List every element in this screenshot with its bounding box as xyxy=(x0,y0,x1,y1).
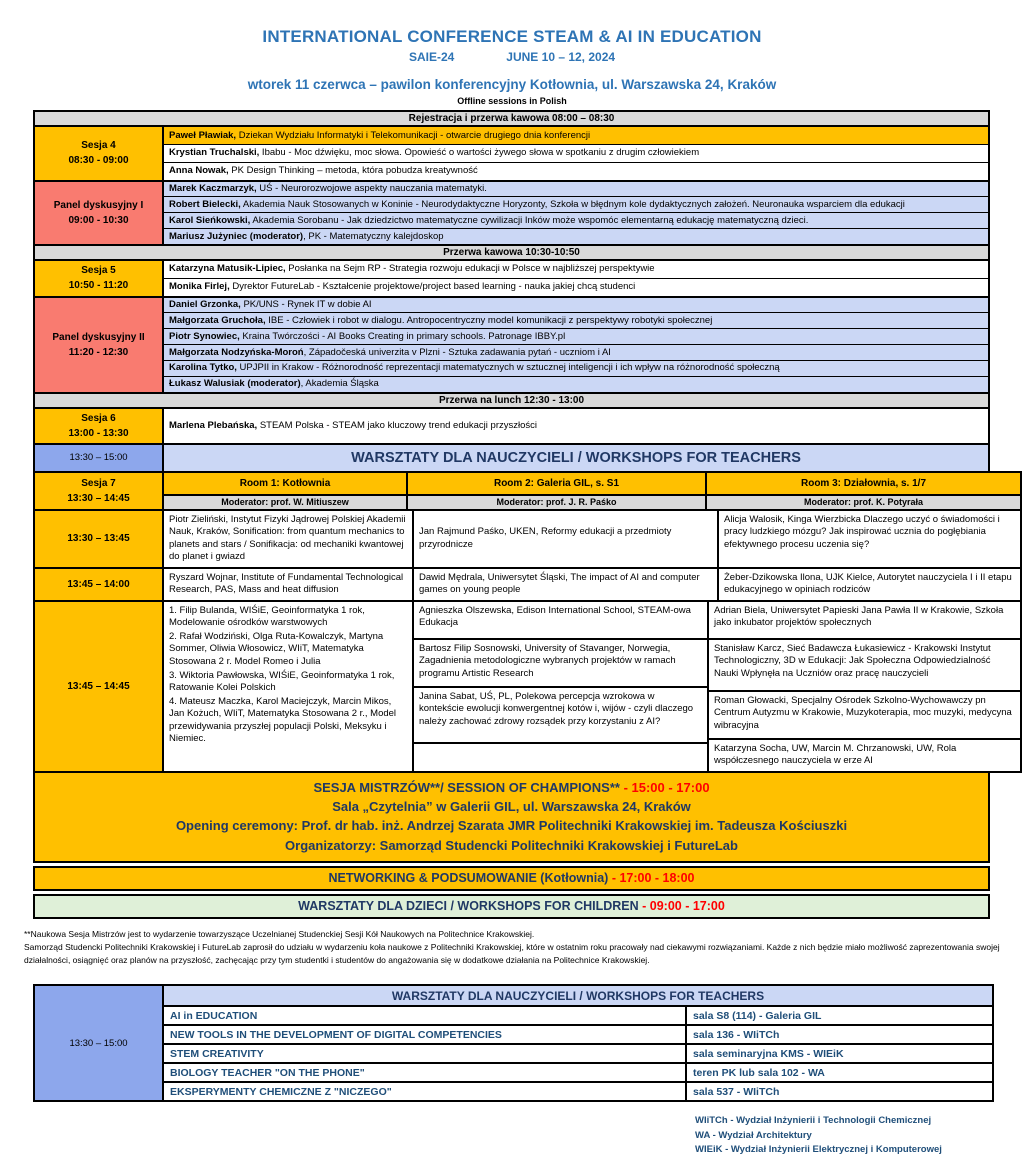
session-name: Sesja 4 xyxy=(81,140,116,152)
talk-description: Dyrektor FutureLab - Kształcenie projektowe/project based learning - nauka jakiej chcą studenci xyxy=(229,281,636,293)
workshops-banner-time: 13:30 – 15:00 xyxy=(35,445,164,471)
slot2-block xyxy=(33,567,1022,602)
workshops-banner-row xyxy=(33,443,990,473)
speaker-name: Paweł Pławiak, xyxy=(169,129,237,141)
sesja7-label-cell xyxy=(35,473,164,509)
teacher-workshops-time: 13:30 – 15:00 xyxy=(35,986,164,1100)
legend-entry: WIiTCh - Wydział Inżynierii i Technologii Chemicznej xyxy=(695,1115,932,1127)
slot2-cells xyxy=(164,569,1020,600)
sesja5-rows xyxy=(164,261,988,296)
slot3-block xyxy=(33,600,1022,773)
session-time: 08:30 - 09:00 xyxy=(68,155,129,167)
speaker-name: Krystian Truchalski, xyxy=(169,147,260,159)
champions-title-line xyxy=(35,778,988,797)
speaker-name: Małgorzata Nodzyńska-Moroń xyxy=(169,346,304,358)
talk-row xyxy=(164,279,988,296)
slot3-cells xyxy=(164,602,1020,771)
workshop-row xyxy=(164,1083,992,1100)
teacher-workshops-title: WARSZTATY DLA NAUCZYCIELI / WORKSHOPS FOR TEACHERS xyxy=(164,986,992,1007)
champions-session-block xyxy=(33,771,990,863)
workshop-location: sala seminaryjna KMS - WIEiK xyxy=(685,1045,992,1062)
sesja6-label-cell xyxy=(35,409,164,443)
sesja4-block xyxy=(33,125,990,182)
sesja7-grid xyxy=(33,471,1022,773)
slot3-time-cell: 13:45 – 14:45 xyxy=(35,602,164,771)
conference-title: INTERNATIONAL CONFERENCE STEAM & AI IN EDUCATION xyxy=(262,27,762,46)
talk-description: UPJPII in Krakow - Różnorodność reprezentacji matematycznych w sztucznej inteligencji i ich wpływ na różnorodność społeczną xyxy=(236,362,780,374)
sesja4-label-cell xyxy=(35,127,164,180)
talk-description: STEAM Polska - STEAM jako kluczowy trend edukacji przyszłości xyxy=(257,419,537,431)
workshop-location: sala S8 (114) - Galeria GIL xyxy=(685,1007,992,1024)
speaker-name: Monika Firlej, xyxy=(169,281,230,293)
children-workshops-row xyxy=(33,894,990,919)
session-name: Sesja 6 xyxy=(81,412,116,424)
empty-cell xyxy=(414,744,707,771)
conference-dates: JUNE 10 – 12, 2024 xyxy=(506,50,616,64)
talk-description: Dziekan Wydziału Informatyki i Telekomunikacji - otwarcie drugiego dnia konferencji xyxy=(236,129,591,141)
talk-description: PK/UNS - Rynek IT w dobie AI xyxy=(240,299,372,311)
panel1-block xyxy=(33,180,990,246)
panel2-block xyxy=(33,296,990,394)
slot1-cells xyxy=(164,511,1020,567)
footnote xyxy=(24,928,1002,968)
session-name: Panel dyskusyjny I xyxy=(53,199,144,211)
talk-row xyxy=(164,229,988,244)
room3-header: Room 3: Działownia, s. 1/7 xyxy=(705,473,1020,494)
slot3-room2-talks xyxy=(412,602,707,771)
workshop-name: NEW TOOLS IN THE DEVELOPMENT OF DIGITAL COMPETENCIES xyxy=(170,1028,502,1041)
session-time: 10:50 - 11:20 xyxy=(68,280,129,292)
session-time: 09:00 - 10:30 xyxy=(68,214,129,226)
talk-row xyxy=(164,163,988,180)
slot3-room3-talks xyxy=(707,602,1020,771)
legend-entry: WIEiK - Wydział Inżynierii Elektrycznej i Komputerowej xyxy=(695,1143,942,1155)
workshop-row xyxy=(164,1007,992,1026)
sesja6-block xyxy=(33,407,990,445)
room2-header: Room 2: Galeria GIL, s. S1 xyxy=(406,473,705,494)
children-workshops-time: - 09:00 - 17:00 xyxy=(638,899,725,914)
sesja7-header-block xyxy=(33,471,1022,511)
slot3-room1-talks xyxy=(164,602,412,771)
workshop-name: BIOLOGY TEACHER "ON THE PHONE" xyxy=(170,1066,365,1079)
talk-row xyxy=(164,197,988,213)
room2-moderator: Moderator: prof. J. R. Paśko xyxy=(406,494,705,509)
workshop-name: STEM CREATIVITY xyxy=(170,1047,264,1060)
speaker-name: Łukasz Walusiak (moderator) xyxy=(169,378,301,390)
workshop-row xyxy=(164,1045,992,1064)
speaker-name: Karolina Tytko, xyxy=(169,362,237,374)
talk-row xyxy=(164,298,988,314)
workshop-name: AI in EDUCATION xyxy=(170,1009,258,1022)
workshop-location: teren PK lub sala 102 - WA xyxy=(685,1064,992,1081)
talk-cell: Agnieszka Olszewska, Edison International School, STEAM-owa Edukacja xyxy=(414,602,707,640)
champions-organizers-line: Organizatorzy: Samorząd Studencki Politechniki Krakowskiej i FutureLab xyxy=(285,837,738,853)
talk-description: IBE - Człowiek i robot w dialogu. Antropocentryczny model komunikacji z perspektywy robotyki społecznej xyxy=(265,314,713,326)
workshops-banner-title: WARSZTATY DLA NAUCZYCIELI / WORKSHOPS FOR TEACHERS xyxy=(164,445,988,471)
sesja6-rows xyxy=(164,409,988,443)
talk-description: Posłanka na Sejm RP - Strategia rozwoju edukacji w Polsce w najbliższej perspektywie xyxy=(285,263,655,275)
legend-entry: WA - Wydział Architektury xyxy=(695,1129,812,1141)
speaker-name: Daniel Grzonka, xyxy=(169,299,241,311)
champions-title: SESJA MISTRZÓW**/ SESSION OF CHAMPIONS** xyxy=(313,779,620,795)
speaker-name: Mariusz Jużyniec (moderator) xyxy=(169,230,304,242)
slot1-room2-talk: Jan Rajmund Paśko, UKEN, Reformy edukacji a przedmioty przyrodnicze xyxy=(412,511,717,567)
speaker-name: Anna Nowak, xyxy=(169,165,229,177)
speaker-name: Robert Bielecki, xyxy=(169,198,241,210)
session-time: 13:30 – 14:45 xyxy=(67,492,130,504)
children-workshops-label: WARSZTATY DLA DZIECI / WORKSHOPS FOR CHILDREN xyxy=(298,899,639,914)
session-name: Sesja 5 xyxy=(81,265,116,277)
session-name: Panel dyskusyjny II xyxy=(52,331,145,343)
teacher-workshops-rows xyxy=(164,986,992,1100)
sesja5-block xyxy=(33,259,990,298)
speaker-name: Marlena Plebańska, xyxy=(169,419,258,431)
panel2-rows xyxy=(164,298,988,392)
student-project-item: 1. Filip Bulanda, WIŚiE, Geoinformatyka 1 rok, Modelowanie ośrodków warstwowych xyxy=(169,604,365,629)
networking-time: - 17:00 - 18:00 xyxy=(608,871,695,886)
champions-time: - 15:00 - 17:00 xyxy=(619,779,710,795)
day-location-line: wtorek 11 czerwca – pawilon konferencyjny Kotłownia, ul. Warszawska 24, Kraków xyxy=(247,77,777,92)
session-time: 11:20 - 12:30 xyxy=(68,346,129,358)
speaker-name: Piotr Synowiec, xyxy=(169,330,240,342)
slot2-room3-talk: Żeber-Dzikowska Ilona, UJK Kielce, Autorytet nauczyciela I i II etapu edukacyjnego w opiniach rodziców xyxy=(717,569,1020,600)
talk-row xyxy=(164,313,988,329)
workshop-name: EKSPERYMENTY CHEMICZNE Z "NICZEGO" xyxy=(170,1085,392,1098)
talk-description: , Akademia Śląska xyxy=(300,378,379,390)
talk-description: , PK - Matematyczny kalejdoskop xyxy=(303,230,444,242)
talk-description: Akademia Nauk Stosowanych w Koninie - Neurodydaktyczne Horyzonty, Szkoła w błędnym kole dydaktycznych założeń. Neuronauka wsparciem dla edukacji xyxy=(240,198,905,210)
talk-row xyxy=(164,345,988,361)
slot1-time-cell: 13:30 – 13:45 xyxy=(35,511,164,567)
networking-label: NETWORKING & PODSUMOWANIE (Kotłownia) xyxy=(328,871,609,886)
talk-row xyxy=(164,261,988,279)
session-name: Sesja 7 xyxy=(81,477,116,489)
slot1-room3-talk: Alicja Walosik, Kinga Wierzbicka Dlaczego uczyć o świadomości i pracy ludzkiego mózgu? Jak inspirować ucznia do pogłębiania efektywnego procesu uczenia się? xyxy=(717,511,1020,567)
slot1-block xyxy=(33,509,1022,569)
talk-description: PK Design Thinking – metoda, która pobudza kreatywność xyxy=(228,165,478,177)
speaker-name: Marek Kaczmarzyk, xyxy=(169,183,257,195)
speaker-name: Małgorzata Gruchoła, xyxy=(169,314,266,326)
speaker-name: Karol Sieńkowski, xyxy=(169,214,251,226)
champions-ceremony-line: Opening ceremony: Prof. dr hab. inż. Andrzej Szarata JMR Politechniki Krakowskiej im. Tadeusza Kościuszki xyxy=(175,818,848,834)
networking-row xyxy=(33,866,990,891)
talk-row xyxy=(164,182,988,198)
student-project-item: 3. Wiktoria Pawłowska, WIŚiE, Geoinformatyka 1 rok, Ratowanie Kolei Polskich xyxy=(169,669,395,694)
talk-cell: Stanisław Karcz, Sieć Badawcza Łukasiewicz - Krakowski Instytut Technologiczny, 3D w Edukacji: Jak Społeczna Odpowiedzialność Nauki Wpłynęła na Uczniów oraz pracę nauczycieli xyxy=(709,640,1020,692)
registration-break-row: Rejestracja i przerwa kawowa 08:00 – 08:30 xyxy=(33,110,990,127)
talk-row xyxy=(164,145,988,163)
champions-venue-line: Sala „Czytelnia” w Galerii GIL, ul. Warszawska 24, Kraków xyxy=(332,799,691,815)
talk-row xyxy=(164,377,988,392)
room1-header: Room 1: Kotłownia xyxy=(164,473,406,494)
talk-row xyxy=(164,409,988,443)
slot2-time-cell: 13:45 – 14:00 xyxy=(35,569,164,600)
student-project-item: 2. Rafał Wodziński, Olga Ruta-Kowalczyk, Martyna Sommer, Oliwia Włosowicz, WIiT, Matematyka Stosowana 2 r. Model Romeo i Julia xyxy=(169,630,384,667)
talk-row xyxy=(164,127,988,145)
moderator-row xyxy=(164,494,1020,509)
lunch-break-row: Przerwa na lunch 12:30 - 13:00 xyxy=(33,392,990,409)
footnote-line2: Samorząd Studencki Politechniki Krakowskiej i FutureLab zaprosił do udziału w wydarzeniu koła naukowe z Politechniki Krakowskiej, które w ostatnim roku pracowały nad ciekawymi rozwiązaniami. Każde z nich będzie miało możliwość zaprezentowania swojej działalności, osiągnięć oraz planów na przyszłość, zachęcając przy tym studentki i studentów do angażowania się w dodatkowe działania na Politechnice Krakowskiej. xyxy=(24,942,1000,966)
talk-row xyxy=(164,329,988,345)
talk-row xyxy=(164,361,988,377)
slot2-room1-talk: Ryszard Wojnar, Institute of Fundamental Technological Research, PAS, Mass and heat diffusion xyxy=(169,571,404,596)
talk-description: Akademia Sorobanu - Jak dziedzictwo matematyczne cywilizacji Inków może wspomóc elementarną edukację matematyczną dzieci. xyxy=(250,214,809,226)
panel1-rows xyxy=(164,182,988,244)
offline-sessions-note: Offline sessions in Polish xyxy=(457,96,567,106)
room1-moderator: Moderator: prof. W. Mitiuszew xyxy=(164,494,406,509)
sesja4-rows xyxy=(164,127,988,180)
session-time: 13:00 - 13:30 xyxy=(68,427,129,439)
sesja5-label-cell xyxy=(35,261,164,296)
workshop-row xyxy=(164,1064,992,1083)
slot1-room1-talk: Piotr Zieliński, Instytut Fizyki Jądrowej Polskiej Akademii Nauk, Kraków, Sonification: from quantum mechanics to planets and stars / Sonifikacja: od mechaniki kwantowej do planet i gwiazd xyxy=(169,513,406,563)
speaker-name: Katarzyna Matusik-Lipiec, xyxy=(169,263,286,275)
talk-cell: Katarzyna Socha, UW, Marcin M. Chrzanowski, UW, Rola współczesnego nauczyciela w erze AI xyxy=(714,742,957,767)
room3-moderator: Moderator: prof. K. Potyrała xyxy=(705,494,1020,509)
talk-description: , Západočeská univerzita v Plzni - Sztuka zadawania pytań - uczniom i AI xyxy=(303,346,611,358)
talk-cell: Roman Głowacki, Specjalny Ośrodek Szkolno-Wychowawczy pn Centrum Autyzmu w Krakowie, Muzykoterapia, moc muzyki, medycyna wibracyjna xyxy=(709,692,1020,740)
teacher-workshops-table xyxy=(33,984,994,1102)
talk-description: UŚ - Neurorozwojowe aspekty nauczania matematyki. xyxy=(256,183,487,195)
schedule-table xyxy=(33,110,1012,919)
sesja7-header-rows xyxy=(164,473,1020,509)
page-header xyxy=(0,0,1024,106)
talk-description: Ibabu - Moc dźwięku, moc słowa. Opowieść o wartości żywego słowa w spotkaniu z drugim człowiekiem xyxy=(259,147,700,159)
conference-code: SAIE-24 xyxy=(408,50,455,64)
talk-row xyxy=(164,213,988,229)
panel2-label-cell xyxy=(35,298,164,392)
workshop-location: sala 537 - WIiTCh xyxy=(685,1083,992,1100)
student-project-item: 4. Mateusz Maczka, Karol Maciejczyk, Marcin Mikos, Jan Kożuch, WIiT, Matematyka Stosowana 2 r., Model przewidywania przyszłej populacji Polski, Meksyku i Niemiec. xyxy=(169,695,397,745)
talk-cell: Bartosz Filip Sosnowski, University of Stavanger, Norwegia, Zagadnienia metodologiczne wybranych projektów w ramach programu Artistic Research xyxy=(414,640,707,688)
panel1-label-cell xyxy=(35,182,164,244)
room-header-row xyxy=(164,473,1020,494)
abbreviations-legend xyxy=(695,1114,1024,1157)
workshop-row xyxy=(164,1026,992,1045)
talk-cell: Adrian Biela, Uniwersytet Papieski Jana Pawła II w Krakowie, Szkoła jako inkubator projektów społecznych xyxy=(709,602,1020,640)
conference-subtitle xyxy=(0,50,1024,64)
footnote-line1: **Naukowa Sesja Mistrzów jest to wydarzenie towarzyszące Uczelnianej Studenckiej Sesji Kół Naukowych na Politechnice Krakowskiej. xyxy=(24,928,535,939)
coffee-break-row: Przerwa kawowa 10:30-10:50 xyxy=(33,244,990,261)
talk-cell: Janina Sabat, UŚ, PL, Polekowa percepcja wzrokowa w kontekście ewolucji konwergentnej kotów i, wijów - czyli dlaczego należy zachować zdrowy rozsądek przy korzystaniu z AI? xyxy=(414,688,707,744)
slot2-room2-talk: Dawid Mędrala, Uniwersytet Śląski, The impact of AI and computer games on young people xyxy=(412,569,717,600)
talk-description: Kraina Twórczości - AI Books Creating in primary schools. Patronage IBBY.pl xyxy=(239,330,566,342)
workshop-location: sala 136 - WIiTCh xyxy=(685,1026,992,1043)
